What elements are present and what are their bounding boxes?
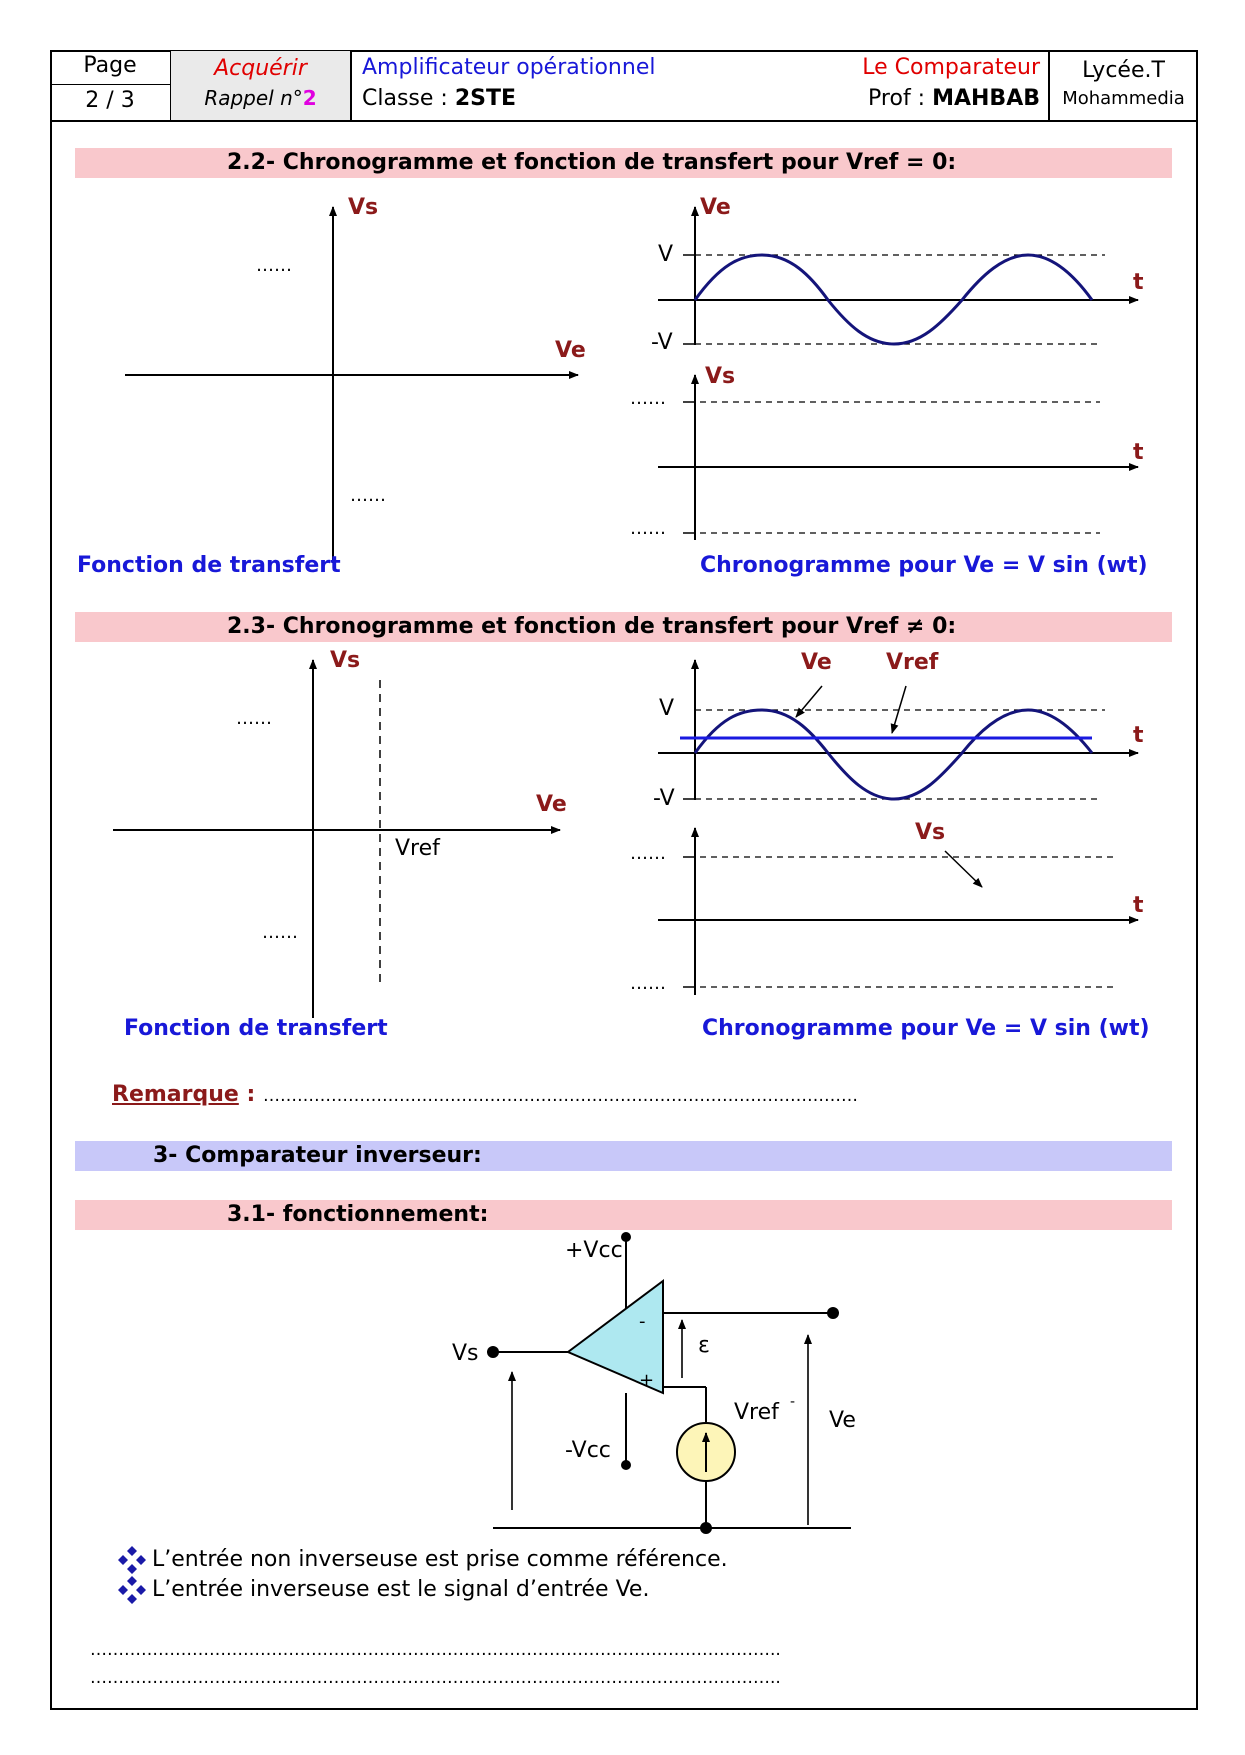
chrono-vref-tag: Vref <box>886 650 939 675</box>
transfer-axes-2-2 <box>125 207 578 563</box>
transfer-axes-2-3 <box>113 660 560 1018</box>
chrono-t-label: t <box>1133 723 1144 748</box>
answer-line[interactable]: ………………………………………………………………………………………………………….. <box>90 1640 781 1660</box>
transfer-dots-top: …… <box>236 708 272 729</box>
transfer-vs-label: Vs <box>330 648 361 673</box>
chrono-caption: Chronogramme pour Ve = V sin (wt) <box>700 553 1148 578</box>
classe-value: 2STE <box>454 86 516 111</box>
ve-chronogram-2-2 <box>658 207 1138 345</box>
chrono-vs-tag: Vs <box>915 820 946 845</box>
opamp-plus-label: + <box>639 1370 655 1391</box>
remarque-label: Remarque <box>112 1082 239 1107</box>
bullet-item: L’entrée non inverseuse est prise comme référence. <box>152 1547 728 1572</box>
acquerir-label: Acquérir <box>214 56 307 81</box>
rappel-number: 2 <box>302 86 317 110</box>
vcc-pos-label: +Vcc <box>565 1238 623 1263</box>
vs-chronogram-2-2 <box>658 375 1138 540</box>
vs-chronogram-2-3 <box>658 828 1138 995</box>
chapter-title: Le Comparateur <box>862 55 1040 80</box>
school-city: Mohammedia <box>1062 88 1185 109</box>
remarque-line <box>112 1082 858 1107</box>
epsilon-label: ε <box>698 1333 710 1358</box>
remarque-colon: : <box>238 1082 263 1107</box>
chrono-t-label: t <box>1133 270 1144 295</box>
classe-label: Classe : <box>362 86 455 111</box>
chrono-t-label-2: t <box>1133 440 1144 465</box>
remarque-dots: …………………………………………………………………………………………… <box>262 1086 858 1106</box>
transfer-dots-bottom: …… <box>262 922 298 943</box>
ve-terminal-label: Ve <box>829 1408 856 1433</box>
section-2-2-title: 2.2- Chronogramme et fonction de transfert pour Vref = 0: <box>75 148 1172 178</box>
vref-sign-label: - <box>790 1394 796 1410</box>
transfer-dots-top: …… <box>256 255 292 276</box>
transfer-caption: Fonction de transfert <box>77 553 341 578</box>
transfer-dots-bottom: …… <box>350 485 386 506</box>
prof-name: MAHBAB <box>932 86 1040 111</box>
transfer-vs-label: Vs <box>348 195 379 220</box>
chrono-negv-label: -V <box>651 330 673 355</box>
chrono-dots-top: …… <box>630 843 666 864</box>
chrono-v-label: V <box>658 242 674 267</box>
section-3-title: 3- Comparateur inverseur: <box>75 1141 1172 1171</box>
course-title: Amplificateur opérationnel <box>362 55 656 80</box>
transfer-ve-label: Ve <box>555 338 586 363</box>
chrono-ve-label: Ve <box>700 195 731 220</box>
rappel-text: Rappel n° <box>204 86 303 110</box>
ve-chronogram-2-3 <box>658 660 1138 800</box>
section-2-3-title: 2.3- Chronogramme et fonction de transfert pour Vref ≠ 0: <box>75 612 1172 642</box>
transfer-caption: Fonction de transfert <box>124 1016 388 1041</box>
comparator-circuit <box>487 1232 851 1534</box>
answer-line[interactable]: ………………………………………………………………………………………………………….. <box>90 1668 781 1688</box>
chrono-v-label: V <box>659 696 675 721</box>
school-name: Lycée.T <box>1082 58 1165 83</box>
chrono-dots-bottom: …… <box>630 973 666 994</box>
chrono-vs-label: Vs <box>705 364 736 389</box>
transfer-vref-label: Vref <box>395 836 440 861</box>
transfer-ve-label: Ve <box>536 792 567 817</box>
vcc-neg-label: -Vcc <box>565 1438 611 1463</box>
vref-source-label: Vref <box>734 1400 779 1425</box>
chrono-dots-top: …… <box>630 388 666 409</box>
chrono-ve-tag: Ve <box>801 650 832 675</box>
page-label: Page <box>83 53 137 78</box>
opamp-minus-label: - <box>639 1311 646 1332</box>
prof-label: Prof : <box>868 86 933 111</box>
chrono-dots-bottom: …… <box>630 518 666 539</box>
vs-terminal-label: Vs <box>452 1341 479 1366</box>
page-number: 2 / 3 <box>85 88 135 113</box>
chrono-t-label-2: t <box>1133 893 1144 918</box>
chrono-caption: Chronogramme pour Ve = V sin (wt) <box>702 1016 1150 1041</box>
chrono-negv-label: -V <box>653 786 675 811</box>
section-3-1-title: 3.1- fonctionnement: <box>75 1200 1172 1230</box>
bullet-item: L’entrée inverseuse est le signal d’entrée Ve. <box>152 1577 650 1602</box>
bullet-diamond-icon <box>118 1546 146 1604</box>
